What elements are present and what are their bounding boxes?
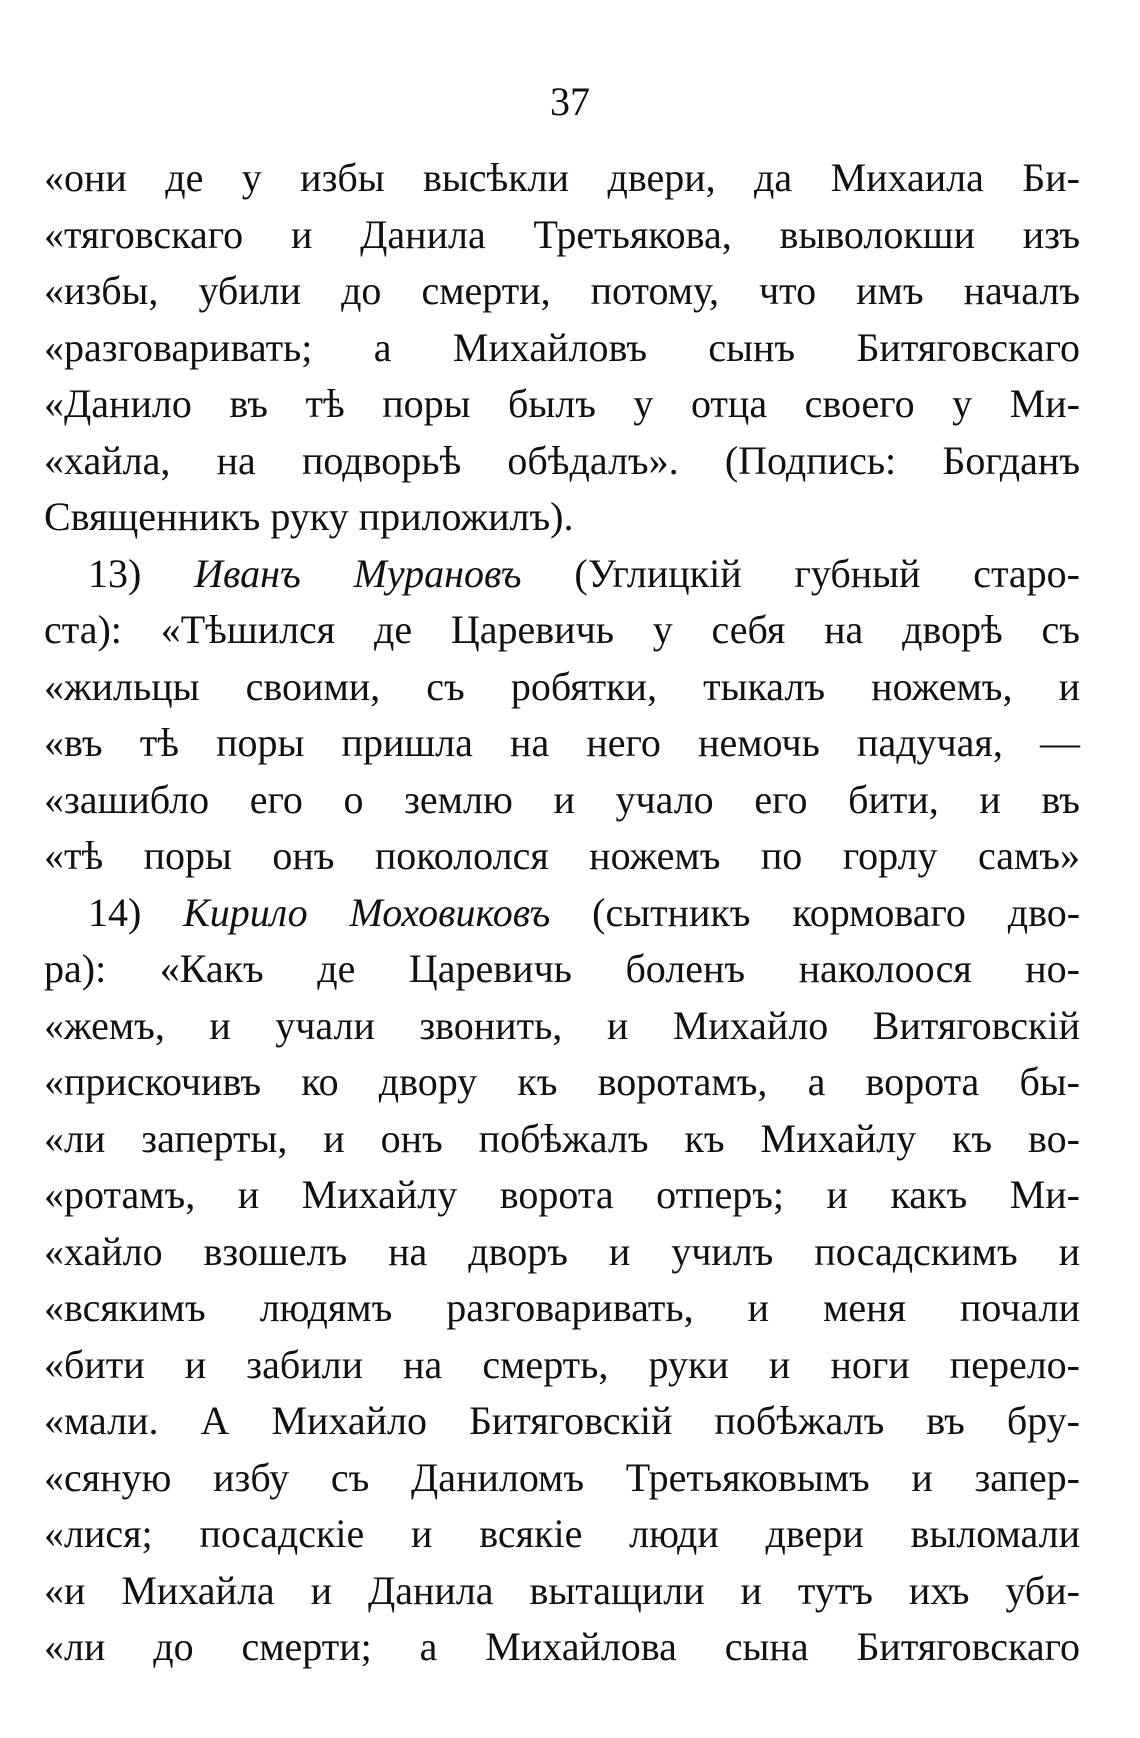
witness-description: (сытникъ кормоваго дво- — [592, 889, 1081, 935]
text-line: «ли до смерти; а Михайлова сына Битяговскаго — [44, 1624, 1080, 1669]
text-line: «Данило въ тѣ поры былъ у отца своего у Ми- — [44, 381, 1080, 426]
text-line: «хайло взошелъ на дворъ и училъ посадскимъ и — [44, 1228, 1080, 1274]
text-line: «тяговскаго и Данила Третьякова, выволокши изъ — [44, 211, 1080, 257]
entry-number: 14) — [88, 889, 142, 935]
entry-number: 13) — [88, 550, 142, 596]
text-line: «бити и забили на смерть, руки и ноги перело- — [44, 1341, 1080, 1387]
text-line: «тѣ поры онъ покололся ножемъ по горлу самъ» — [44, 833, 1080, 878]
page-number: 37 — [550, 79, 590, 124]
text-line: «и Михайла и Данила вытащили и тутъ ихъ уби- — [44, 1567, 1080, 1613]
text-line: «жемъ, и учали звонить, и Михайло Витяговскій — [44, 1002, 1080, 1048]
text-line: «разговаривать; а Михайловъ сынъ Битяговскаго — [44, 324, 1080, 370]
witness-name: Кирило Моховиковъ — [183, 889, 551, 935]
text-line: «они де у избы высѣкли двери, да Михаила Би- — [44, 155, 1080, 200]
text-line: Священникъ руку приложилъ). — [44, 494, 574, 539]
text-line: «мали. А Михайло Битяговскій побѣжалъ въ бру- — [44, 1398, 1080, 1443]
paragraph-14-first-line — [44, 885, 1080, 942]
text-line: «хайла, на подворьѣ обѣдалъ». (Подпись: Богданъ — [44, 437, 1080, 483]
text-line: «ротамъ, и Михайлу ворота отперъ; и какъ Ми- — [44, 1172, 1080, 1217]
text-line: «сяную избу съ Даниломъ Третьяковымъ и запер- — [44, 1454, 1080, 1500]
text-line: «всякимъ людямъ разговаривать, и меня почали — [44, 1285, 1080, 1330]
text-line: «избы, убили до смерти, потому, что имъ началъ — [44, 268, 1080, 313]
text-line: «лися; посадскіе и всякіе люди двери выломали — [44, 1511, 1080, 1556]
paragraph-13-first-line — [44, 546, 1080, 603]
text-line: ра): «Какъ де Царевичь боленъ наколоося но- — [44, 946, 1080, 991]
text-line: «жильцы своими, съ робятки, тыкалъ ножемъ, и — [44, 663, 1080, 709]
text-line: «въ тѣ поры пришла на него немочь падучая, — — [44, 720, 1080, 765]
text-line: «прискочивъ ко двору къ воротамъ, а ворота бы- — [44, 1059, 1080, 1104]
text-line: «ли заперты, и онъ побѣжалъ къ Михайлу къ во- — [44, 1115, 1080, 1161]
witness-name: Иванъ Мурановъ — [194, 550, 522, 596]
text-line: «зашибло его о землю и учало его бити, и въ — [44, 776, 1080, 822]
text-line: ста): «Тѣшился де Царевичь у себя на дворѣ съ — [44, 607, 1080, 652]
body-text — [44, 150, 1080, 1676]
witness-description: (Углицкій губный старо- — [574, 550, 1080, 596]
